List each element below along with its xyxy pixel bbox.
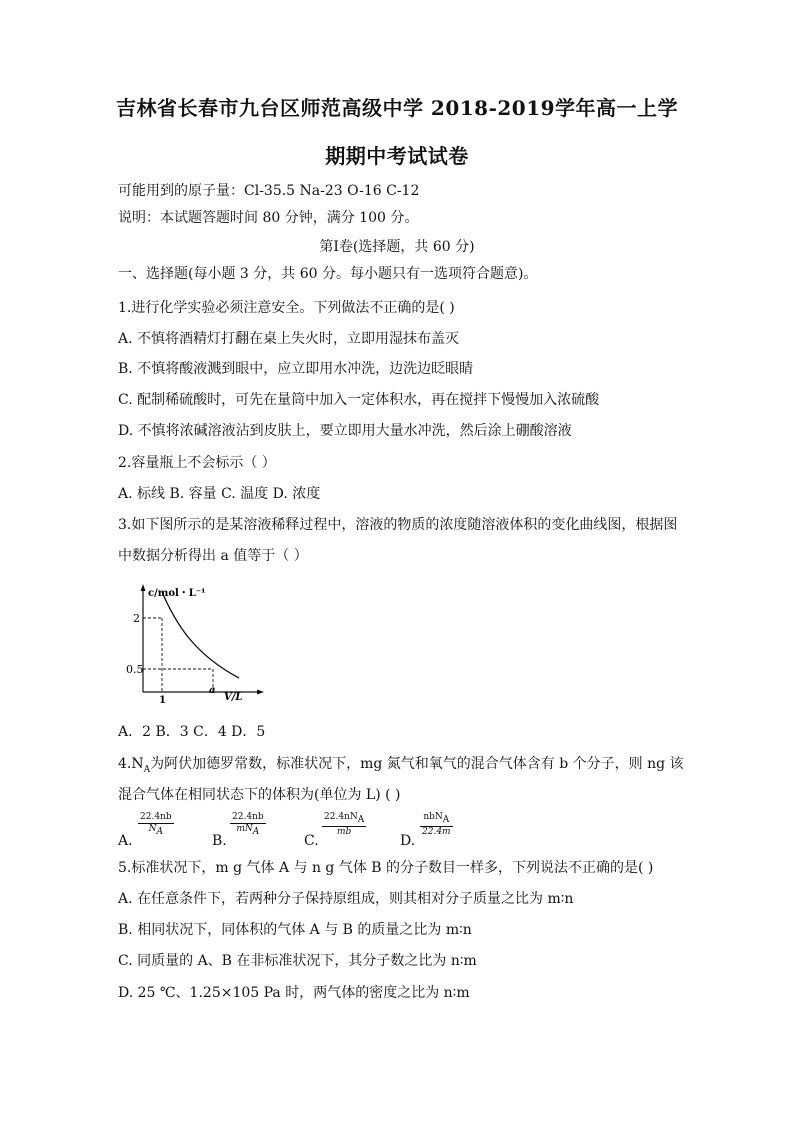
q4-option-b-label: B. xyxy=(212,833,227,849)
q4-option-d-numerator: nbN$_A$ xyxy=(420,812,453,827)
q4-option-c-numerator: $22.4nN_A$ xyxy=(324,812,365,825)
q4-option-a-fraction xyxy=(138,812,174,838)
q1-option-b: B. 不慎将酸液溅到眼中，应立即用水冲洗，边洗边眨眼睛 xyxy=(118,361,474,377)
y-tick-2: 2 xyxy=(133,612,140,625)
dilution-curve-graph xyxy=(118,582,268,704)
q4-stem-line2: 混合气体在相同状态下的体积为(单位为 L) ( ) xyxy=(118,787,401,803)
y-tick-05: 0.5 xyxy=(126,663,144,676)
x-tick-1: 1 xyxy=(159,695,166,704)
part-one-heading: 一、选择题(每小题 3 分，共 60 分。每小题只有一选项符合题意)。 xyxy=(118,266,538,282)
q5-option-c: C. 同质量的 A、B 在非标准状况下，其分子数之比为 n∶m xyxy=(118,953,477,969)
q1-option-a: A. 不慎将酒精灯打翻在桌上失火时，立即用湿抹布盖灭 xyxy=(118,331,460,347)
q4-stem-line1 xyxy=(118,753,684,775)
q4-option-d-denominator: 22.4m xyxy=(422,826,451,837)
q3-options: A．2 B．3 C．4 D．5 xyxy=(118,724,266,740)
q2-stem: 2.容量瓶上不会标示（ ） xyxy=(118,455,276,471)
q4-option-c-label: C. xyxy=(304,833,319,849)
instruction-note: 说明：本试题答题时间 80 分钟，满分 100 分。 xyxy=(118,210,419,226)
x-axis-arrow xyxy=(257,690,264,695)
q4-option-a-numerator: 22.4nb xyxy=(140,812,172,822)
q4-option-a-denominator: $N_A$ xyxy=(148,824,163,837)
q4-stem-pre: 4.N xyxy=(118,756,144,772)
q5-stem: 5.标准状况下，m g 气体 A 与 n g 气体 B 的分子数目一样多，下列说法不正确的是( ) xyxy=(118,860,654,876)
q5-option-a: A. 在任意条件下，若两种分子保持原组成，则其相对分子质量之比为 m∶n xyxy=(118,891,574,907)
q4-option-b-fraction xyxy=(230,812,266,838)
q3-stem-line1: 3.如下图所示的是某溶液稀释过程中，溶液的物质的浓度随溶液体积的变化曲线图，根据图 xyxy=(118,517,678,533)
q1-option-c: C. 配制稀硫酸时，可先在量筒中加入一定体积水，再在搅拌下慢慢加入浓硫酸 xyxy=(118,392,600,408)
x-tick-a: a xyxy=(209,685,216,696)
x-axis-label: V/L xyxy=(224,692,243,703)
exam-title-line2: 期期中考试试卷 xyxy=(325,144,469,168)
q2-options: A. 标线 B. 容量 C. 温度 D. 浓度 xyxy=(118,486,321,502)
exam-title-line1: 吉林省长春市九台区师范高级中学 2018-2019学年高一上学 xyxy=(115,96,679,120)
q4-option-a-label: A. xyxy=(118,833,133,849)
q1-option-d: D. 不慎将浓碱溶液沾到皮肤上，要立即用大量水冲洗，然后涂上硼酸溶液 xyxy=(118,423,572,439)
concentration-curve xyxy=(162,592,239,678)
q4-option-b-numerator: 22.4nb xyxy=(232,812,264,822)
q4-stem-sub: A xyxy=(143,764,151,775)
y-axis-label: c/mol・L⁻¹ xyxy=(148,588,206,599)
q3-stem-line2: 中数据分析得出 a 值等于（ ） xyxy=(118,548,308,564)
q4-stem-post: 为阿伏加德罗常数，标准状况下，mg 氮气和氧气的混合气体含有 b 个分子，则 ng 该 xyxy=(150,756,684,772)
q4-option-c-denominator: mb xyxy=(336,826,352,837)
section-heading: 第Ⅰ卷(选择题，共 60 分) xyxy=(319,239,475,255)
atomic-mass-line: 可能用到的原子量：Cl-35.5 Na-23 O-16 C-12 xyxy=(118,183,420,199)
q4-option-d-label: D. xyxy=(400,833,416,849)
q4-option-d-fraction xyxy=(420,812,453,838)
q4-option-b-denominator: $mN_A$ xyxy=(236,824,260,837)
q5-option-b: B. 相同状况下，同体积的气体 A 与 B 的质量之比为 m∶n xyxy=(118,922,472,938)
q1-stem: 1.进行化学实验必须注意安全。下列做法不正确的是( ) xyxy=(118,300,455,316)
q5-option-d: D. 25 ℃、1.25×105 Pa 时，两气体的密度之比为 n∶m xyxy=(118,985,470,1001)
y-axis-arrow xyxy=(141,584,146,591)
q4-option-c-fraction xyxy=(322,812,366,838)
